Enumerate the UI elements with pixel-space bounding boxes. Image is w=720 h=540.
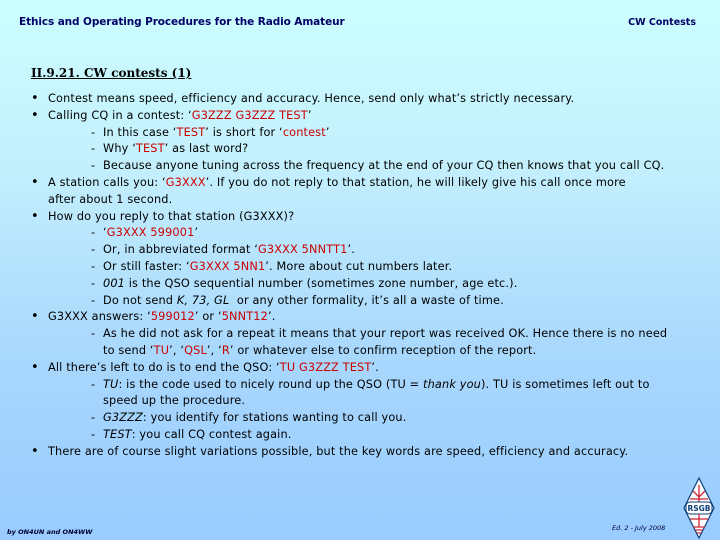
text: G3XXX answers: ‘ <box>48 310 151 324</box>
text: to send ‘ <box>103 343 154 357</box>
text: Or still faster: ‘ <box>103 259 190 273</box>
text: How do you reply to that station (G3XXX)? <box>48 209 295 223</box>
bullet-item <box>31 444 711 461</box>
highlight-text: 5NNT12 <box>221 310 268 324</box>
italic-text: TU <box>103 377 119 391</box>
text: ‘ <box>103 226 107 240</box>
highlight-text: TEST <box>135 142 165 156</box>
text: : you identify for stations wanting to call you. <box>142 411 407 425</box>
sub-item: - ‘G3XXX 599001’ <box>91 226 199 240</box>
text: ’. <box>347 243 355 257</box>
highlight-text: TU G3ZZZ TEST <box>279 360 372 374</box>
text: ’ as last word? <box>164 142 249 156</box>
italic-text: TEST <box>103 427 132 441</box>
sub-item: - Do not send K, 73, GL or any other formality, it’s all a waste of time. <box>91 293 504 307</box>
text: : is the code used to nicely round up the QSO (TU = <box>118 377 424 391</box>
highlight-text: G3ZZZ G3ZZZ TEST <box>191 108 308 122</box>
highlight-text: QSL <box>184 343 207 357</box>
text: ’ or whatever else to confirm reception of the report. <box>229 343 537 357</box>
section-header: CW Contests <box>628 17 696 28</box>
svg-text:RSGB: RSGB <box>687 504 711 513</box>
highlight-text: G3XXX 599001 <box>106 226 195 240</box>
bullet-item <box>31 91 711 108</box>
sub-item: - In this case ‘TEST’ is short for ‘contest’ <box>91 125 330 139</box>
highlight-text: 599012 <box>150 310 195 324</box>
text: All there’s left to do is to end the QSO: ‘ <box>48 360 280 374</box>
sub-item: - TU: is the code used to nicely round up the QSO (TU = thank you). TU is sometimes left out to speed up the procedure. <box>91 377 650 408</box>
bullet-item <box>31 175 711 209</box>
text: Because anyone tuning across the frequency at the end of your CQ then knows that you call CQ. <box>103 159 665 173</box>
document-header-title: Ethics and Operating Procedures for the Radio Amateur <box>19 16 345 28</box>
slide-content <box>31 91 711 461</box>
text: ’, ‘ <box>206 343 222 357</box>
text: : you call CQ contest again. <box>131 427 292 441</box>
text: ’ <box>325 125 330 139</box>
bullet-item <box>31 209 711 226</box>
text: ’ <box>194 226 199 240</box>
sub-item: - Or, in abbreviated format ‘G3XXX 5NNTT1’. <box>91 243 355 257</box>
highlight-text: G3XXX <box>165 175 206 189</box>
text: ’. <box>267 310 276 324</box>
highlight-text: TEST <box>176 125 206 139</box>
bullet-item <box>31 309 711 326</box>
highlight-text: G3XXX 5NNTT1 <box>258 243 348 257</box>
text: ’ is short for ‘ <box>205 125 283 139</box>
italic-text: 001 <box>103 276 126 290</box>
text: ’ <box>307 108 312 122</box>
text: Or, in abbreviated format ‘ <box>103 243 259 257</box>
text: Calling CQ in a contest: ‘ <box>48 108 192 122</box>
text: ’ or ‘ <box>194 310 222 324</box>
text: Why ‘ <box>103 142 136 156</box>
sub-item: - TEST: you call CQ contest again. <box>91 427 292 441</box>
text: ’, ‘ <box>169 343 185 357</box>
text: or any other formality, it’s all a waste of time. <box>229 293 504 307</box>
text: In this case ‘ <box>103 125 177 139</box>
bullet-text: Contest means speed, efficiency and accuracy. Hence, send only what’s strictly necessary. <box>48 92 575 105</box>
sub-item: - G3ZZZ: you identify for stations wanting to call you. <box>91 411 407 425</box>
text: Do not send <box>103 293 177 307</box>
bullet-item <box>31 108 711 125</box>
italic-text: thank you <box>423 377 481 391</box>
text: ’. More about cut numbers later. <box>265 259 453 273</box>
highlight-text: contest <box>282 125 326 139</box>
text: ’. <box>371 360 379 374</box>
footer-authors: by ON4UN and ON4WW <box>7 528 93 536</box>
highlight-text: G3XXX 5NN1 <box>189 259 266 273</box>
italic-text: G3ZZZ <box>103 411 143 425</box>
highlight-text: TU <box>153 343 170 357</box>
italic-text: K, 73, GL <box>176 293 230 307</box>
footer-edition: Ed. 2 - July 2008 <box>612 524 666 532</box>
sub-item: - Because anyone tuning across the frequency at the end of your CQ then knows that you call CQ. <box>91 159 665 173</box>
text: is the QSO sequential number (sometimes zone number, age etc.). <box>125 276 518 290</box>
sub-item: - Why ‘TEST’ as last word? <box>91 142 249 156</box>
slide-title: II.9.21. CW contests (1) <box>31 66 192 80</box>
sub-item: - As he did not ask for a repeat it means that your report was received OK. Hence there is no need to send ‘TU’, ‘QSL’, ‘R’ or whatever else to confirm reception of the report. <box>91 327 668 357</box>
sub-item: - Or still faster: ‘G3XXX 5NN1’. More about cut numbers later. <box>91 259 453 273</box>
highlight-text: R <box>221 343 230 357</box>
bullet-item <box>31 360 711 377</box>
text: after about 1 second. <box>48 192 173 206</box>
text: ). TU is sometimes left out to <box>480 377 650 391</box>
text: As he did not ask for a repeat it means that your report was received OK. Hence there is no need <box>103 327 668 341</box>
text: There are of course slight variations possible, but the key words are speed, efficiency and accuracy. <box>48 444 629 458</box>
text: speed up the procedure. <box>103 394 246 408</box>
text: ’. If you do not reply to that station, he will likely give his call once more <box>205 175 626 189</box>
sub-item: - 001 is the QSO sequential number (sometimes zone number, age etc.). <box>91 276 518 290</box>
rsgb-logo-icon <box>683 477 715 539</box>
text: A station calls you: ‘ <box>48 175 166 189</box>
